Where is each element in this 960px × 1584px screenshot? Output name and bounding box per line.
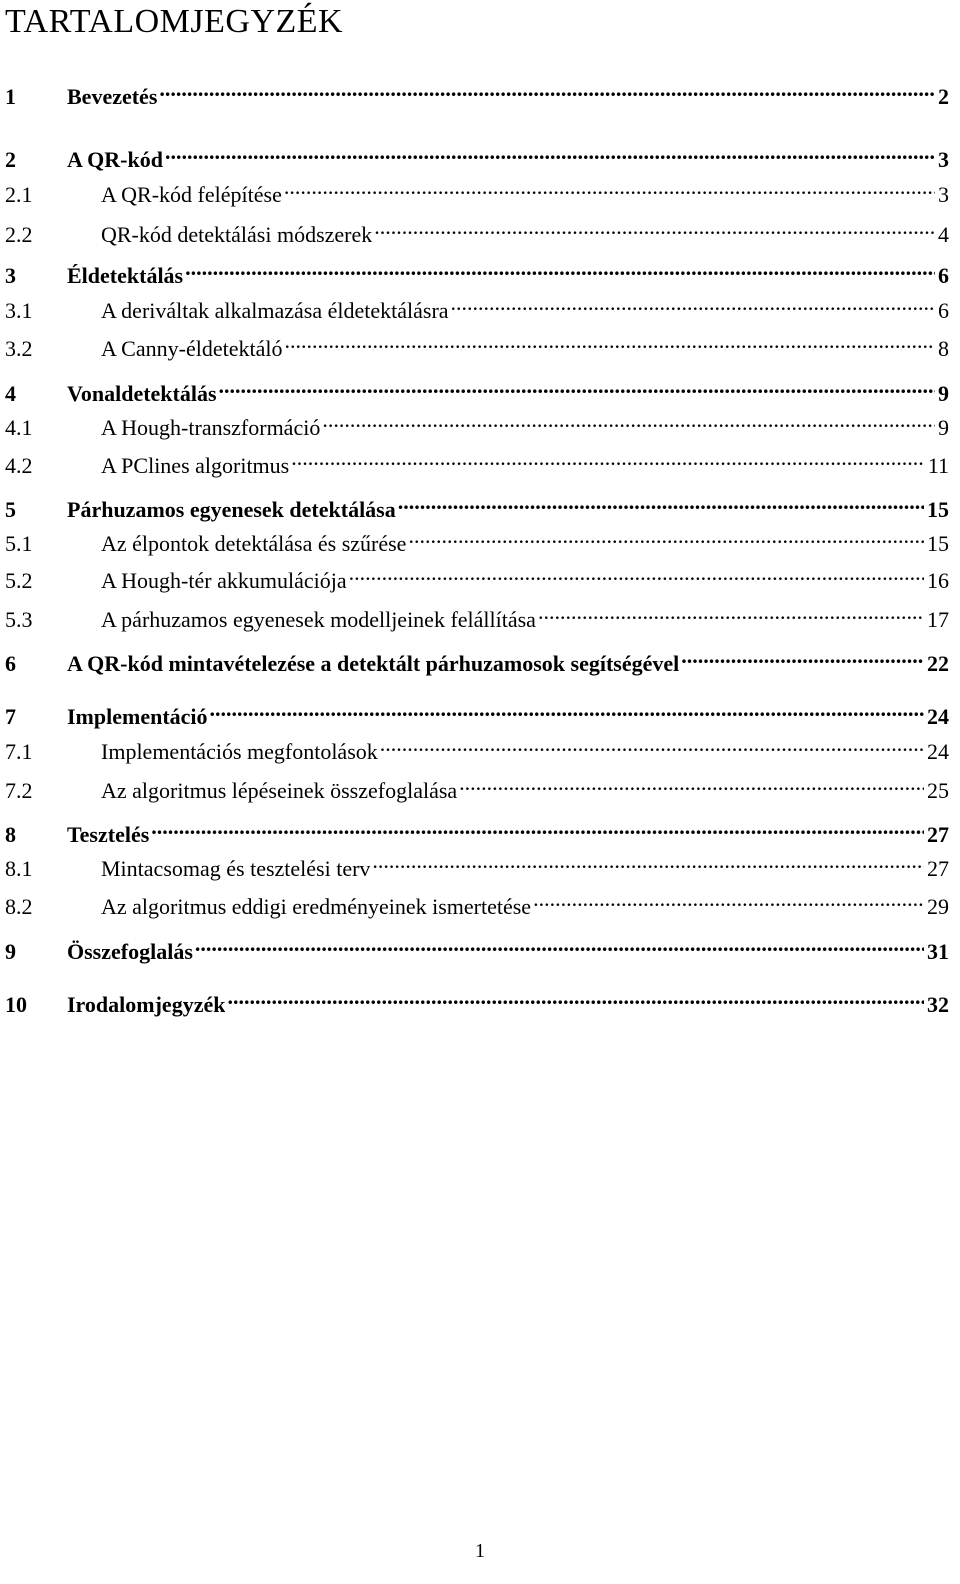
toc-dot-leader bbox=[398, 487, 924, 517]
toc-entry[interactable] bbox=[5, 521, 949, 556]
toc-dot-leader bbox=[185, 253, 935, 283]
toc-entry-number: 8.1 bbox=[5, 856, 33, 881]
toc-entry-number: 2 bbox=[5, 147, 16, 172]
toc-entry-page: 3 bbox=[938, 182, 949, 207]
toc-dot-leader bbox=[284, 172, 935, 202]
toc-entry-title: Mintacsomag és tesztelési terv bbox=[101, 856, 371, 881]
toc-entry-title: Az élpontok detektálása és szűrése bbox=[101, 531, 407, 556]
toc-entry-title: A QR-kód bbox=[67, 147, 163, 172]
toc-entry-number: 7 bbox=[5, 704, 16, 729]
toc-entry-number: 2.2 bbox=[5, 222, 33, 247]
toc-entry-number: 2.1 bbox=[5, 182, 33, 207]
toc-entry-title: QR-kód detektálási módszerek bbox=[101, 222, 373, 247]
toc-entry-number: 4 bbox=[5, 381, 16, 406]
toc-entry[interactable] bbox=[5, 929, 949, 964]
toc-entry-number: 3.2 bbox=[5, 336, 33, 361]
toc-entry-title: Tesztelés bbox=[67, 822, 150, 847]
page-title: TARTALOMJEGYZÉK bbox=[5, 3, 344, 40]
toc-entry-number: 7.2 bbox=[5, 778, 33, 803]
toc-entry-number: 4.2 bbox=[5, 453, 33, 478]
toc-entry[interactable] bbox=[5, 558, 949, 593]
toc-entry-page: 31 bbox=[927, 939, 949, 964]
toc-entry[interactable] bbox=[5, 729, 949, 764]
toc-entry-title: Éldetektálás bbox=[67, 263, 184, 288]
toc-dot-leader bbox=[219, 371, 935, 401]
toc-entry-title: Összefoglalás bbox=[67, 939, 193, 964]
toc-entry-title: Implementáció bbox=[67, 704, 208, 729]
toc-entry-number: 3 bbox=[5, 263, 16, 288]
toc-entry-title: A QR-kód felépítése bbox=[101, 182, 282, 207]
toc-dot-leader bbox=[533, 884, 924, 914]
toc-entry-page: 25 bbox=[927, 778, 949, 803]
toc-dot-leader bbox=[227, 982, 924, 1012]
toc-dot-leader bbox=[374, 212, 935, 242]
toc-entry-title: A párhuzamos egyenesek modelljeinek felállítása bbox=[101, 607, 536, 632]
toc-entry[interactable] bbox=[5, 288, 949, 323]
toc-entry-page: 16 bbox=[927, 568, 949, 593]
toc-dot-leader bbox=[210, 694, 924, 724]
toc-entry-title: A PClines algoritmus bbox=[101, 453, 290, 478]
toc-entry-number: 8.2 bbox=[5, 894, 33, 919]
toc-entry[interactable] bbox=[5, 443, 949, 478]
toc-entry-number: 1 bbox=[5, 84, 16, 109]
toc-entry-number: 9 bbox=[5, 939, 16, 964]
toc-entry-page: 24 bbox=[927, 739, 949, 764]
toc-dot-leader bbox=[372, 846, 924, 876]
toc-entry-title: Az algoritmus lépéseinek összefoglalása bbox=[101, 778, 458, 803]
toc-entry-title: Az algoritmus eddigi eredményeinek ismertetése bbox=[101, 894, 532, 919]
toc-entry-number: 5.2 bbox=[5, 568, 33, 593]
toc-entry-number: 5.3 bbox=[5, 607, 33, 632]
toc-entry[interactable] bbox=[5, 982, 949, 1017]
toc-entry[interactable] bbox=[5, 74, 949, 109]
toc-dot-leader bbox=[380, 729, 924, 759]
toc-dot-leader bbox=[459, 768, 924, 798]
toc-entry-title: Bevezetés bbox=[67, 84, 158, 109]
toc-entry-number: 5 bbox=[5, 497, 16, 522]
toc-entry[interactable] bbox=[5, 641, 949, 676]
toc-entry-page: 27 bbox=[927, 856, 949, 881]
toc-entry-number: 6 bbox=[5, 651, 16, 676]
toc-entry-number: 3.1 bbox=[5, 298, 33, 323]
toc-entry-title: Irodalomjegyzék bbox=[67, 992, 226, 1017]
toc-dot-leader bbox=[681, 641, 924, 671]
toc-entry-title: A Canny-éldetektáló bbox=[101, 336, 283, 361]
toc-entry-page: 6 bbox=[938, 263, 949, 288]
toc-entry-number: 10 bbox=[5, 992, 27, 1017]
toc-entry[interactable] bbox=[5, 405, 949, 440]
toc-entry-page: 15 bbox=[927, 531, 949, 556]
toc-entry-page: 15 bbox=[927, 497, 949, 522]
toc-entry-page: 6 bbox=[938, 298, 949, 323]
toc-entry-page: 17 bbox=[927, 607, 949, 632]
toc-entry[interactable] bbox=[5, 326, 949, 361]
toc-entry-title: A Hough-transzformáció bbox=[101, 415, 321, 440]
toc-dot-leader bbox=[408, 521, 924, 551]
toc-entry-page: 22 bbox=[927, 651, 949, 676]
toc-entry[interactable] bbox=[5, 884, 949, 919]
toc-entry-page: 3 bbox=[938, 147, 949, 172]
toc-entry-title: A deriváltak alkalmazása éldetektálásra bbox=[101, 298, 449, 323]
toc-entry[interactable] bbox=[5, 768, 949, 803]
toc-entry-page: 27 bbox=[927, 822, 949, 847]
toc-entry-page: 24 bbox=[927, 704, 949, 729]
toc-entry[interactable] bbox=[5, 172, 949, 207]
toc-entry[interactable] bbox=[5, 371, 949, 406]
toc-dot-leader bbox=[165, 137, 935, 167]
toc-entry-page: 9 bbox=[938, 415, 949, 440]
toc-entry-number: 7.1 bbox=[5, 739, 33, 764]
toc-entry[interactable] bbox=[5, 212, 949, 247]
toc-entry-page: 32 bbox=[927, 992, 949, 1017]
toc-entry[interactable] bbox=[5, 846, 949, 881]
toc-entry-title: Párhuzamos egyenesek detektálása bbox=[67, 497, 396, 522]
toc-entry-page: 8 bbox=[938, 336, 949, 361]
toc-entry-title: Vonaldetektálás bbox=[67, 381, 217, 406]
toc-entry[interactable] bbox=[5, 812, 949, 847]
toc-dot-leader bbox=[451, 288, 935, 318]
toc-entry-number: 4.1 bbox=[5, 415, 33, 440]
toc-dot-leader bbox=[538, 597, 924, 627]
toc-dot-leader bbox=[284, 326, 935, 356]
toc-entry-page: 4 bbox=[938, 222, 949, 247]
page-number: 1 bbox=[475, 1540, 485, 1562]
toc-entry-page: 29 bbox=[927, 894, 949, 919]
toc-entry-number: 5.1 bbox=[5, 531, 33, 556]
toc-entry-page: 11 bbox=[927, 453, 949, 478]
toc-entry-title: Implementációs megfontolások bbox=[101, 739, 378, 764]
toc-entry-page: 2 bbox=[938, 84, 949, 109]
toc-entry-title: A QR-kód mintavételezése a detektált párhuzamosok segítségével bbox=[67, 651, 680, 676]
toc-entry[interactable] bbox=[5, 487, 949, 522]
toc-dot-leader bbox=[349, 558, 924, 588]
toc-entry[interactable] bbox=[5, 597, 949, 632]
toc-entry[interactable] bbox=[5, 253, 949, 288]
toc-entry-page: 9 bbox=[938, 381, 949, 406]
toc-entry-title: A Hough-tér akkumulációja bbox=[101, 568, 347, 593]
toc-dot-leader bbox=[291, 443, 925, 473]
toc-dot-leader bbox=[151, 812, 924, 842]
toc-entry-number: 8 bbox=[5, 822, 16, 847]
toc-entry[interactable] bbox=[5, 694, 949, 729]
toc-dot-leader bbox=[159, 74, 935, 104]
toc-dot-leader bbox=[322, 405, 935, 435]
toc-dot-leader bbox=[195, 929, 924, 959]
toc-entry[interactable] bbox=[5, 137, 949, 172]
